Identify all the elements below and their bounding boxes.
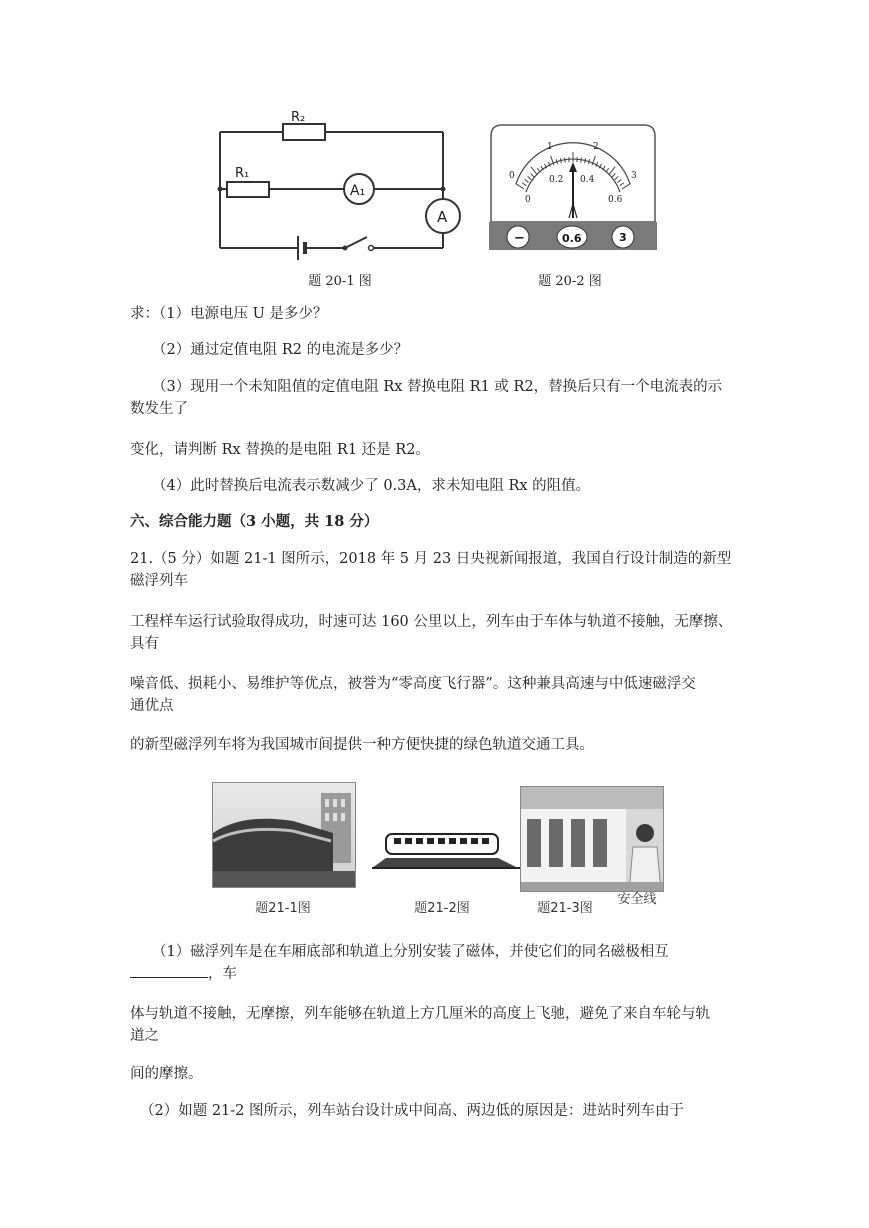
q20-part2: （2）通过定值电阻 R2 的电流是多少？: [152, 342, 409, 358]
scale-top-2: 2: [593, 142, 599, 152]
q21-line7: 的新型磁浮列车将为我国城市间提供一种方便快捷的绿色轨道交通工具。: [130, 737, 594, 753]
scale-bottom-3: 0.6: [608, 195, 623, 205]
svg-text:0.6: 0.6: [562, 232, 582, 245]
q21-line2: 磁浮列车: [130, 573, 188, 589]
q21-s1-line2: ，车: [130, 963, 869, 984]
q20-part3-line3: 变化，请判断 Rx 替换的是电阻 R1 还是 R2。: [130, 442, 430, 458]
label-r1: R₁: [235, 166, 250, 181]
caption-fig-21-3: 题21-3图: [537, 901, 593, 916]
q21-line1: 21.（5 分）如题 21-1 图所示，2018 年 5 月 23 日央视新闻报道，我国自行设计制造的新型: [130, 551, 732, 567]
platform-diagram: [372, 828, 520, 872]
q20-part4: （4）此时替换后电流表示数减少了 0.3A，求未知电阻 Rx 的阻值。: [152, 478, 591, 494]
q21-line3: 工程样车运行试验取得成功，时速可达 160 公里以上，列车由于车体与轨道不接触，无摩擦、: [130, 614, 733, 630]
dial-tick: [565, 158, 566, 163]
svg-text:3: 3: [619, 231, 627, 244]
scale-bottom-1: 0.2: [549, 175, 564, 185]
answer-blank[interactable]: [130, 963, 208, 978]
scale-top-0: 0: [509, 171, 515, 181]
q20-ask: 求：（1）电源电压 U 是多少？: [130, 306, 328, 322]
q21-s1-line3: 体与轨道不接触，无摩擦，列车能够在轨道上方几厘米的高度上飞驰，避免了来自车轮与轨: [130, 1006, 710, 1022]
circuit-diagram: [205, 105, 465, 265]
scale-bottom-2: 0.4: [580, 175, 595, 185]
caption-fig-20-1: 题 20-1 图: [308, 274, 372, 289]
q21-s2: （2）如题 21-2 图所示，列车站台设计成中间高、两边低的原因是：进站时列车由于: [140, 1103, 685, 1119]
label-a1: A₁: [350, 183, 366, 199]
scale-top-3: 3: [631, 171, 637, 181]
q21-s1-line5: 间的摩擦。: [130, 1066, 203, 1082]
scale-top-1: 1: [547, 142, 553, 152]
photo-fig-21-3: [520, 786, 664, 892]
section-6-title: 六、综合能力题（3 小题，共 18 分）: [130, 513, 379, 530]
dial-tick: [581, 158, 582, 163]
q21-line5: 噪音低、损耗小、易维护等优点，被誉为“零高度飞行器”。这种兼具高速与中低速磁浮交: [130, 676, 696, 692]
scale-bottom-0: 0: [525, 195, 531, 205]
q21-line6: 通优点: [130, 698, 174, 714]
q21-s1-line4: 道之: [130, 1028, 159, 1044]
caption-fig-21-1: 题21-1图: [255, 901, 311, 916]
caption-fig-21-2: 题21-2图: [414, 901, 470, 916]
q21-line4: 具有: [130, 636, 159, 652]
label-r2: R₂: [291, 110, 306, 125]
svg-text:−: −: [514, 231, 525, 246]
ammeter-dial: [488, 122, 658, 252]
caption-fig-20-2: 题 20-2 图: [538, 274, 602, 289]
q20-part3-line1: （3）现用一个未知阻值的定值电阻 Rx 替换电阻 R1 或 R2，替换后只有一个电流表的示: [152, 379, 723, 395]
q21-s1-line1: （1）磁浮列车是在车厢底部和轨道上分别安装了磁体，并使它们的同名磁极相互: [152, 944, 669, 960]
photo-fig-21-1: [212, 782, 356, 888]
label-a: A: [437, 208, 448, 226]
q20-part3-line2: 数发生了: [130, 401, 188, 417]
safety-line-label: 安全线: [617, 892, 657, 907]
